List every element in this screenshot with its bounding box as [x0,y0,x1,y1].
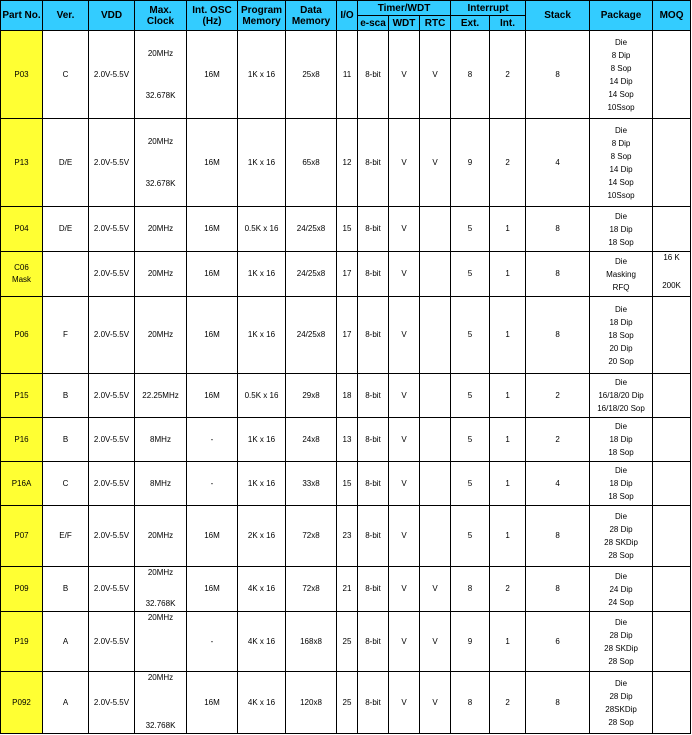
cell-stack: 8 [526,252,590,297]
package-line: RFQ [612,282,630,292]
package-line: 28 SKDip [604,538,638,547]
cell-ver: B [43,374,89,418]
cell-wdt: V [389,567,420,612]
cell-int: 1 [490,374,526,418]
clock-value: 20MHz [147,269,174,278]
clock-value: 8MHz [150,434,171,444]
cell-data: 24/25x8 [286,297,337,374]
package-line: Die [615,466,628,475]
cell-clock [135,207,187,252]
cell-data: 29x8 [286,374,337,418]
cell-pkg [590,374,653,418]
cell-io: 23 [337,506,358,567]
cell-stack: 8 [526,31,590,119]
package-line: Die [615,304,628,314]
package-line: 24 Sop [608,597,634,607]
cell-part: P19 [1,612,43,672]
cell-rtc [420,297,451,374]
cell-wdt: V [389,418,420,462]
cell-ext: 8 [451,672,490,734]
cell-presc: 8-bit [358,672,389,734]
cell-ver: A [43,612,89,672]
clock-value: 20MHz [147,613,174,622]
clock-value: 20MHz [147,136,174,146]
header-ext: Ext. [451,16,490,31]
table-row [1,418,691,462]
header-data: Data Memory [286,1,337,31]
cell-part: P13 [1,119,43,207]
cell-prog: 1K x 16 [238,252,286,297]
cell-part: P15 [1,374,43,418]
cell-rtc: V [420,612,451,672]
cell-stack: 4 [526,119,590,207]
cell-vdd: 2.0V-5.5V [89,374,135,418]
cell-rtc [420,207,451,252]
clock-value: 20MHz [147,330,174,339]
cell-vdd: 2.0V-5.5V [89,207,135,252]
cell-int: 1 [490,297,526,374]
cell-clock [135,119,187,207]
cell-stack: 2 [526,418,590,462]
cell-pkg [590,207,653,252]
package-line: Die [615,512,628,521]
package-line: 18 Sop [608,448,634,457]
cell-clock [135,297,187,374]
clock-values [135,48,186,102]
cell-stack: 8 [526,297,590,374]
cell-osc: 16M [187,506,238,567]
header-rtc: RTC [420,16,451,31]
cell-ext: 9 [451,119,490,207]
clock-values [135,672,186,732]
header-prescaler: e-sca [358,16,389,31]
table-row [1,612,691,672]
table-row [1,207,691,252]
cell-stack: 4 [526,462,590,506]
moq-values [653,252,690,292]
header-part: Part No. [1,1,43,31]
cell-ext: 8 [451,567,490,612]
table-row [1,252,691,297]
cell-clock [135,462,187,506]
cell-moq [653,462,691,506]
cell-moq [653,374,691,418]
cell-ver: D/E [43,119,89,207]
cell-stack: 8 [526,672,590,734]
cell-ext: 5 [451,252,490,297]
cell-osc: - [187,462,238,506]
package-line: 8 Sop [610,63,632,73]
cell-io: 18 [337,374,358,418]
cell-prog: 1K x 16 [238,462,286,506]
cell-io: 11 [337,31,358,119]
cell-vdd: 2.0V-5.5V [89,672,135,734]
header-interrupt: Interrupt [451,1,526,16]
clock-value: 20MHz [147,48,174,58]
cell-prog: 1K x 16 [238,119,286,207]
cell-ver: B [43,567,89,612]
package-line: 18 Sop [608,492,634,501]
table-row [1,672,691,734]
package-line: 28 Dip [609,630,633,640]
cell-int: 2 [490,567,526,612]
package-line: 18 Sop [608,237,634,247]
cell-ext: 5 [451,418,490,462]
header-stack: Stack [526,1,590,31]
cell-vdd: 2.0V-5.5V [89,462,135,506]
package-line: 8 Sop [610,151,632,161]
cell-data: 24x8 [286,418,337,462]
header-vdd: VDD [89,1,135,31]
package-line: 28 Sop [608,551,634,560]
table-row [1,567,691,612]
package-line: 18 Dip [609,435,633,444]
cell-prog: 0.5K x 16 [238,207,286,252]
cell-rtc [420,374,451,418]
cell-ver: B [43,418,89,462]
cell-io: 12 [337,119,358,207]
header-int: Int. [490,16,526,31]
cell-ext: 5 [451,374,490,418]
clock-value: 8MHz [150,478,171,488]
cell-part: P09 [1,567,43,612]
package-line: 20 Dip [609,343,633,353]
package-line: Die [615,256,628,266]
package-line: Die [615,211,628,221]
cell-data: 24/25x8 [286,207,337,252]
cell-rtc: V [420,672,451,734]
cell-pkg [590,567,653,612]
cell-ext: 5 [451,462,490,506]
cell-clock [135,612,187,672]
cell-wdt: V [389,207,420,252]
cell-stack: 6 [526,612,590,672]
cell-clock [135,418,187,462]
cell-wdt: V [389,297,420,374]
cell-io: 17 [337,252,358,297]
cell-data: 65x8 [286,119,337,207]
clock-value: 20MHz [147,224,174,233]
clock-values [135,612,186,670]
cell-part: C06 Mask [1,252,43,297]
cell-rtc [420,506,451,567]
header-prog: Program Memory [238,1,286,31]
cell-vdd: 2.0V-5.5V [89,506,135,567]
header-ver: Ver. [43,1,89,31]
cell-vdd: 2.0V-5.5V [89,119,135,207]
cell-int: 1 [490,418,526,462]
cell-osc: 16M [187,207,238,252]
cell-presc: 8-bit [358,612,389,672]
cell-moq [653,252,691,297]
cell-presc: 8-bit [358,462,389,506]
clock-values [135,136,186,190]
header-timer: Timer/WDT [358,1,451,16]
cell-prog: 1K x 16 [238,31,286,119]
cell-prog: 4K x 16 [238,612,286,672]
cell-presc: 8-bit [358,374,389,418]
cell-wdt: V [389,31,420,119]
cell-prog: 0.5K x 16 [238,374,286,418]
cell-moq [653,119,691,207]
cell-vdd: 2.0V-5.5V [89,297,135,374]
cell-int: 2 [490,119,526,207]
cell-part: P16A [1,462,43,506]
cell-pkg [590,672,653,734]
package-line: 18 Sop [608,330,634,340]
cell-data: 168x8 [286,612,337,672]
cell-int: 1 [490,207,526,252]
cell-ver [43,252,89,297]
cell-osc: 16M [187,119,238,207]
package-line: 14 Sop [608,177,634,187]
cell-presc: 8-bit [358,119,389,207]
cell-osc: - [187,612,238,672]
cell-osc: 16M [187,567,238,612]
table-row [1,506,691,567]
header-osc: Int. OSC (Hz) [187,1,238,31]
cell-stack: 8 [526,506,590,567]
cell-stack: 2 [526,374,590,418]
cell-ext: 5 [451,207,490,252]
cell-int: 1 [490,252,526,297]
cell-rtc: V [420,119,451,207]
cell-rtc [420,462,451,506]
clock-value: 32.768K [145,721,176,730]
cell-wdt: V [389,252,420,297]
cell-clock [135,252,187,297]
cell-part: P16 [1,418,43,462]
cell-pkg [590,31,653,119]
package-line: Die [615,37,628,47]
cell-vdd: 2.0V-5.5V [89,567,135,612]
cell-wdt: V [389,462,420,506]
cell-clock [135,672,187,734]
cell-io: 15 [337,207,358,252]
cell-part: P04 [1,207,43,252]
cell-io: 13 [337,418,358,462]
package-line: Die [615,422,628,431]
package-line: Die [615,378,628,387]
cell-prog: 2K x 16 [238,506,286,567]
cell-vdd: 2.0V-5.5V [89,418,135,462]
cell-moq [653,207,691,252]
package-line: 10Ssop [607,190,635,200]
header-package: Package [590,1,653,31]
cell-ver: A [43,672,89,734]
cell-ext: 5 [451,506,490,567]
moq-value: 200K [662,281,681,290]
cell-rtc: V [420,31,451,119]
package-line: 10Ssop [607,102,635,112]
cell-prog: 4K x 16 [238,567,286,612]
cell-vdd: 2.0V-5.5V [89,252,135,297]
cell-presc: 8-bit [358,207,389,252]
cell-moq [653,297,691,374]
package-line: 28SKDip [605,704,637,714]
cell-stack: 8 [526,567,590,612]
cell-data: 24/25x8 [286,252,337,297]
cell-wdt: V [389,374,420,418]
cell-prog: 1K x 16 [238,418,286,462]
table-row [1,31,691,119]
package-line: Die [615,571,628,581]
cell-osc: - [187,418,238,462]
cell-ver: D/E [43,207,89,252]
cell-prog: 1K x 16 [238,297,286,374]
cell-pkg [590,612,653,672]
cell-pkg [590,119,653,207]
package-line: 14 Dip [609,164,633,174]
package-line: 28 SKDip [604,643,638,653]
table-row [1,297,691,374]
clock-value: 32.678K [145,90,176,100]
cell-ver: C [43,462,89,506]
package-line: 24 Dip [609,584,633,594]
package-line: 16/18/20 Dip [598,391,644,400]
cell-clock [135,567,187,612]
cell-rtc [420,418,451,462]
package-line: Masking [606,269,636,279]
package-line: 28 Dip [609,525,633,534]
cell-moq [653,567,691,612]
cell-moq [653,506,691,567]
cell-osc: 16M [187,31,238,119]
header-clock: Max. Clock [135,1,187,31]
cell-osc: 16M [187,374,238,418]
cell-pkg [590,252,653,297]
cell-pkg [590,462,653,506]
package-line: 16/18/20 Sop [597,404,645,413]
cell-ver: E/F [43,506,89,567]
clock-value: 32.768K [145,599,176,608]
clock-value: 20MHz [147,673,174,682]
table-row [1,462,691,506]
cell-int: 1 [490,506,526,567]
cell-rtc [420,252,451,297]
cell-wdt: V [389,506,420,567]
cell-wdt: V [389,119,420,207]
clock-values [135,567,186,610]
cell-clock [135,374,187,418]
package-line: 28 Sop [608,717,634,727]
package-line: 18 Dip [609,479,633,488]
cell-stack: 8 [526,207,590,252]
cell-presc: 8-bit [358,506,389,567]
cell-io: 21 [337,567,358,612]
cell-presc: 8-bit [358,418,389,462]
table-row [1,374,691,418]
cell-int: 2 [490,672,526,734]
cell-presc: 8-bit [358,567,389,612]
cell-int: 1 [490,462,526,506]
cell-ext: 5 [451,297,490,374]
package-line: Die [615,678,628,688]
cell-part: P092 [1,672,43,734]
cell-ext: 8 [451,31,490,119]
cell-ext: 9 [451,612,490,672]
cell-part: P06 [1,297,43,374]
header-io: I/O [337,1,358,31]
cell-moq [653,672,691,734]
cell-vdd: 2.0V-5.5V [89,31,135,119]
cell-io: 25 [337,672,358,734]
cell-wdt: V [389,612,420,672]
cell-moq [653,418,691,462]
cell-osc: 16M [187,297,238,374]
package-line: Die [615,125,628,135]
clock-value: 22.25MHz [142,390,179,400]
cell-pkg [590,418,653,462]
table-row [1,119,691,207]
cell-io: 25 [337,612,358,672]
cell-int: 2 [490,31,526,119]
cell-vdd: 2.0V-5.5V [89,612,135,672]
cell-moq [653,612,691,672]
cell-clock [135,506,187,567]
package-line: 14 Sop [608,89,634,99]
package-line: 20 Sop [608,356,634,366]
cell-osc: 16M [187,672,238,734]
package-line: 28 Dip [609,691,633,701]
cell-pkg [590,297,653,374]
cell-part: P07 [1,506,43,567]
package-line: 8 Dip [611,50,631,60]
moq-value: 16 K [663,253,680,262]
cell-io: 15 [337,462,358,506]
package-line: Die [615,617,628,627]
cell-prog: 4K x 16 [238,672,286,734]
package-line: 14 Dip [609,76,633,86]
cell-data: 25x8 [286,31,337,119]
cell-part: P03 [1,31,43,119]
cell-moq [653,31,691,119]
cell-rtc: V [420,567,451,612]
cell-presc: 8-bit [358,31,389,119]
cell-presc: 8-bit [358,252,389,297]
package-line: 28 Sop [608,656,634,666]
cell-data: 33x8 [286,462,337,506]
cell-data: 72x8 [286,506,337,567]
package-line: 18 Dip [609,317,633,327]
cell-clock [135,31,187,119]
cell-osc: 16M [187,252,238,297]
package-line: 8 Dip [611,138,631,148]
clock-value: 32.678K [145,178,176,188]
cell-ver: F [43,297,89,374]
cell-wdt: V [389,672,420,734]
package-line: 18 Dip [609,224,633,234]
cell-int: 1 [490,612,526,672]
clock-value: 20MHz [147,568,174,577]
clock-value: 20MHz [147,531,174,540]
cell-pkg [590,506,653,567]
cell-io: 17 [337,297,358,374]
cell-data: 72x8 [286,567,337,612]
header-wdt: WDT [389,16,420,31]
cell-data: 120x8 [286,672,337,734]
cell-presc: 8-bit [358,297,389,374]
cell-ver: C [43,31,89,119]
header-moq: MOQ [653,1,691,31]
